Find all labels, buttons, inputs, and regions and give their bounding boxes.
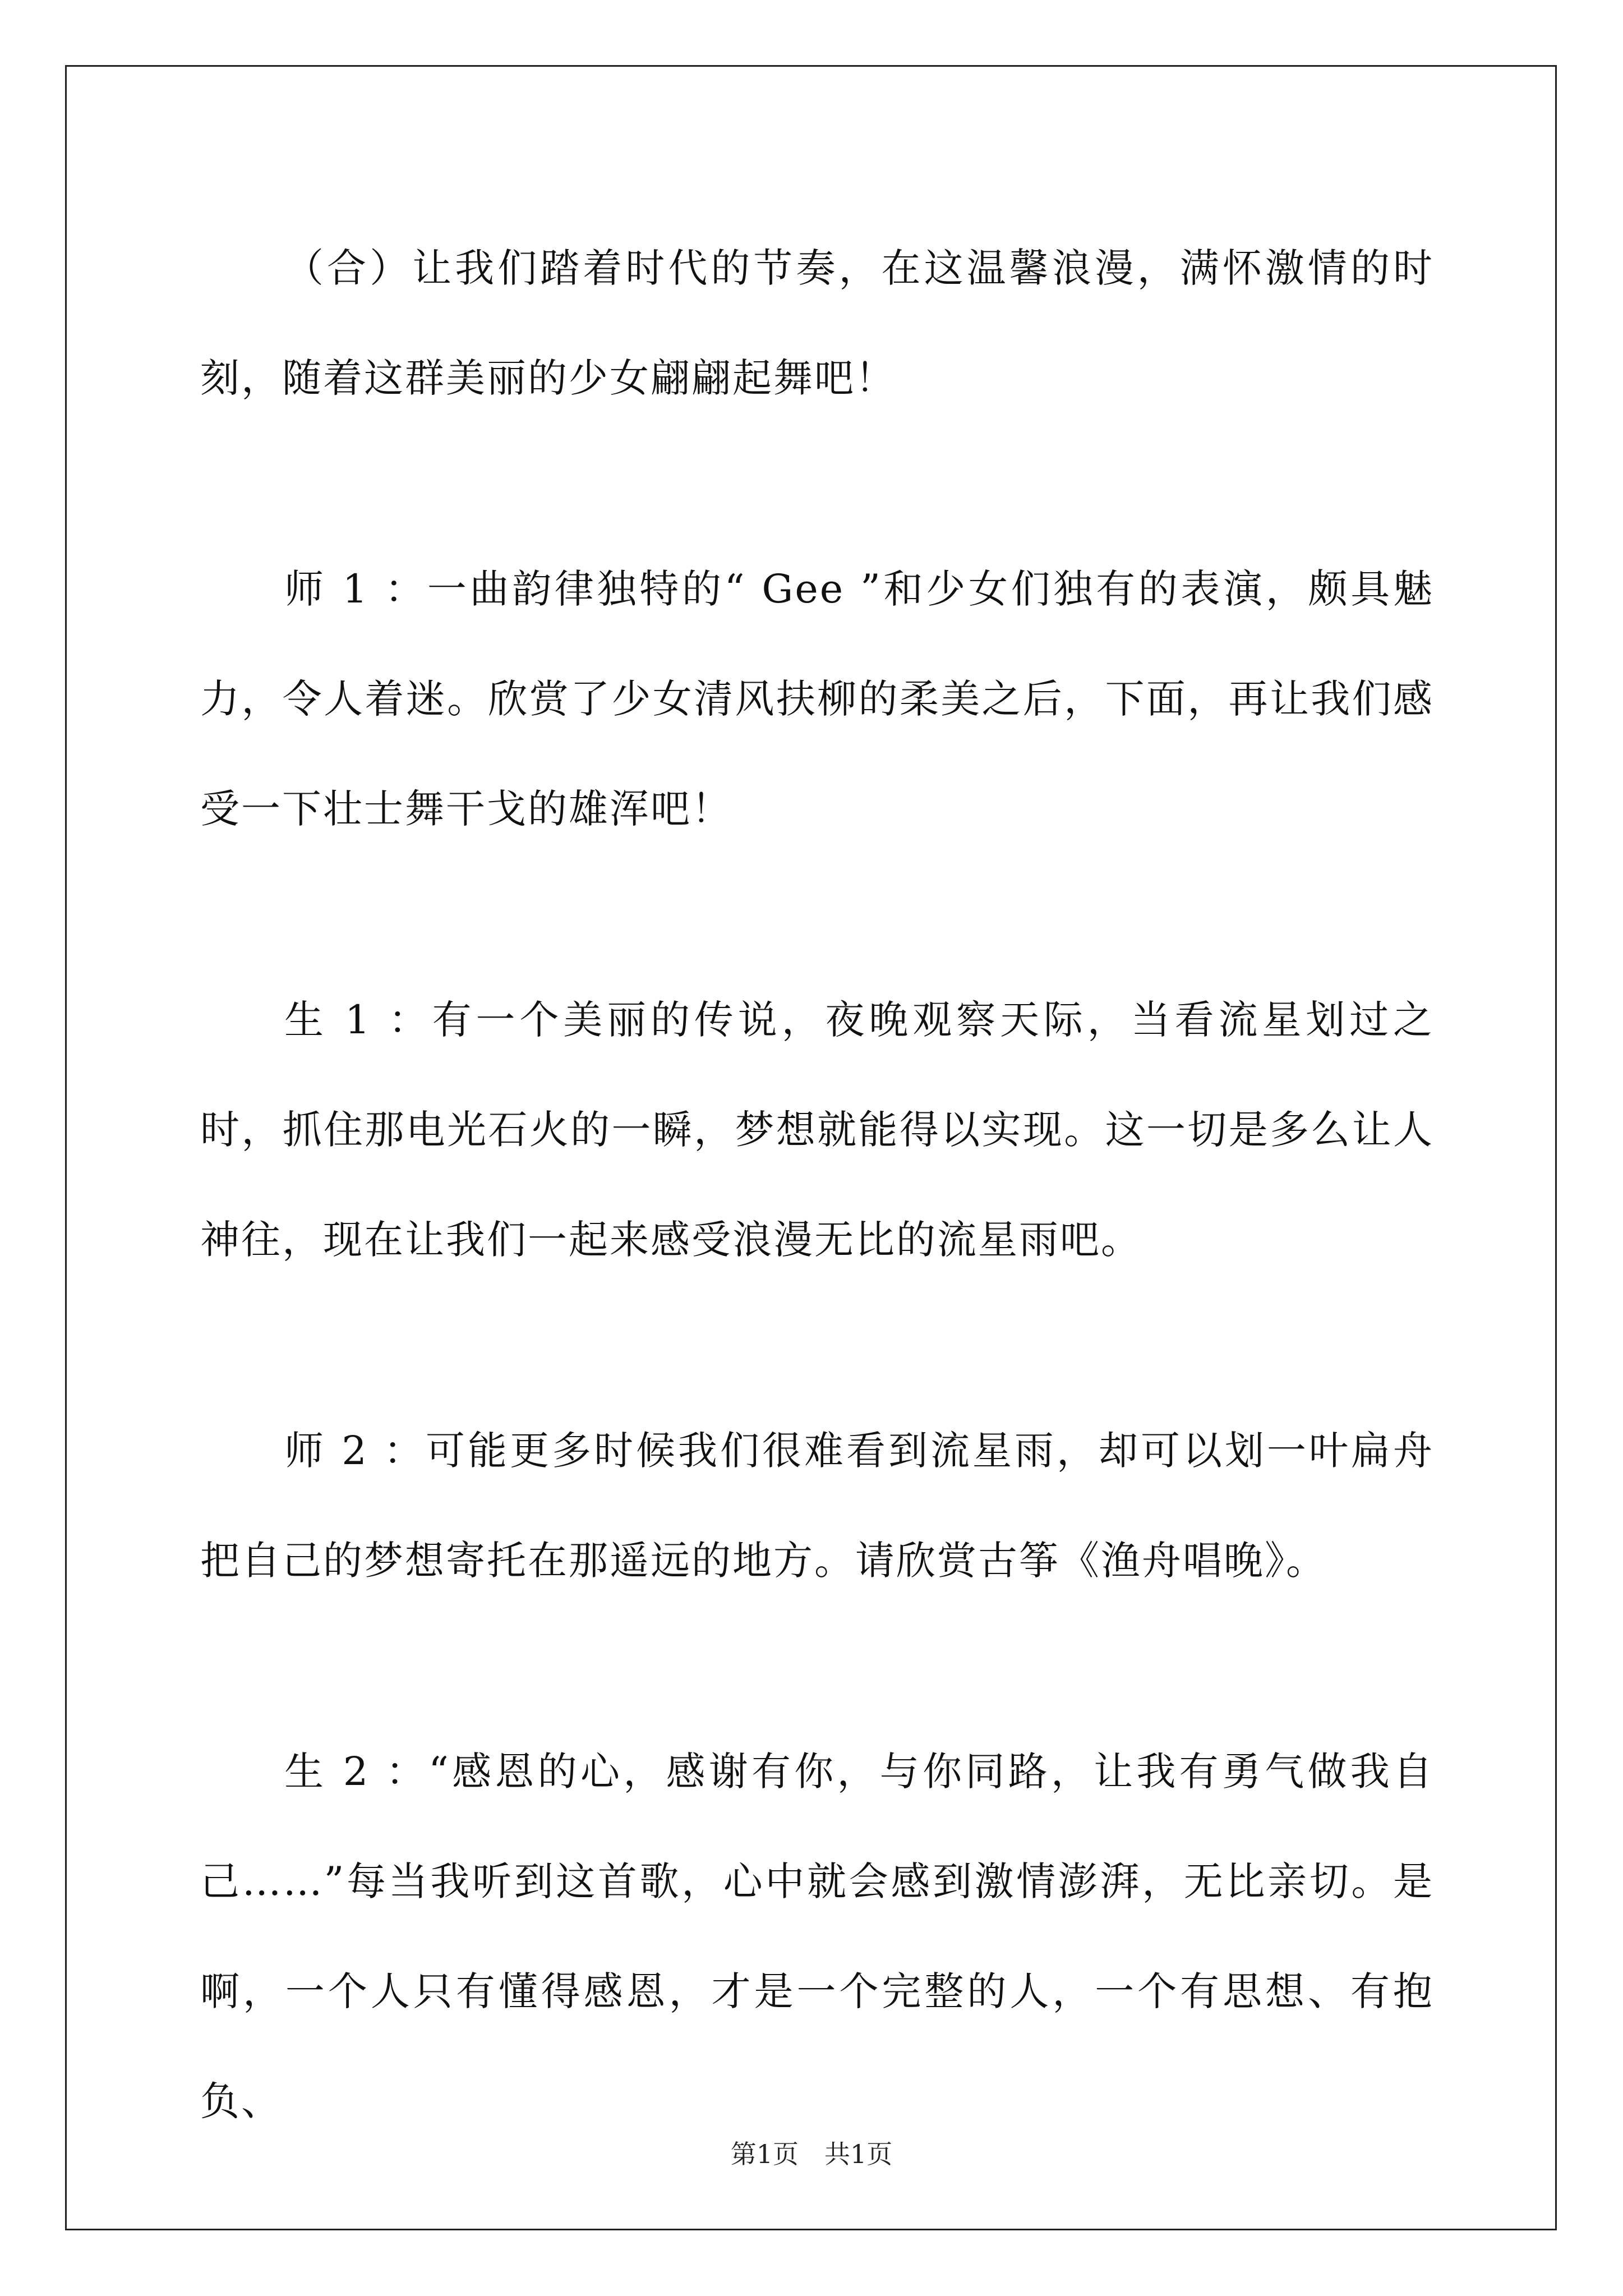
paragraph-teacher-1: 师 1 ：一曲韵律独特的“ Gee ”和少女们独有的表演，颇具魅力，令人着迷。欣赏了少女清风扶柳的柔美之后，下面，再让我们感受一下壮士舞干戈的雄浑吧！ — [200, 566, 1434, 832]
document-body — [200, 213, 1434, 2156]
paragraph-teacher-2: 师 2 ：可能更多时候我们很难看到流星雨，却可以划一叶扁舟把自己的梦想寄托在那遥远的地方。请欣赏古筝《渔舟唱晚》。 — [200, 1428, 1434, 1584]
page-number-footer: 第1页 共1页 — [730, 2139, 893, 2169]
paragraph-chorus: （合）让我们踏着时代的节奏，在这温馨浪漫，满怀激情的时刻，随着这群美丽的少女翩翩起舞吧！ — [200, 245, 1434, 401]
paragraph-student-2: 生 2 ：“感恩的心，感谢有你，与你同路，让我有勇气做我自己……”每当我听到这首歌，心中就会感到激情澎湃，无比亲切。是啊，一个人只有懂得感恩，才是一个完整的人，一个有思想、有抱负、 — [200, 1749, 1434, 2124]
paragraph-student-1: 生 1 ：有一个美丽的传说，夜晚观察天际，当看流星划过之时，抓住那电光石火的一瞬，梦想就能得以实现。这一切是多么让人神往，现在让我们一起来感受浪漫无比的流星雨吧。 — [200, 997, 1434, 1263]
